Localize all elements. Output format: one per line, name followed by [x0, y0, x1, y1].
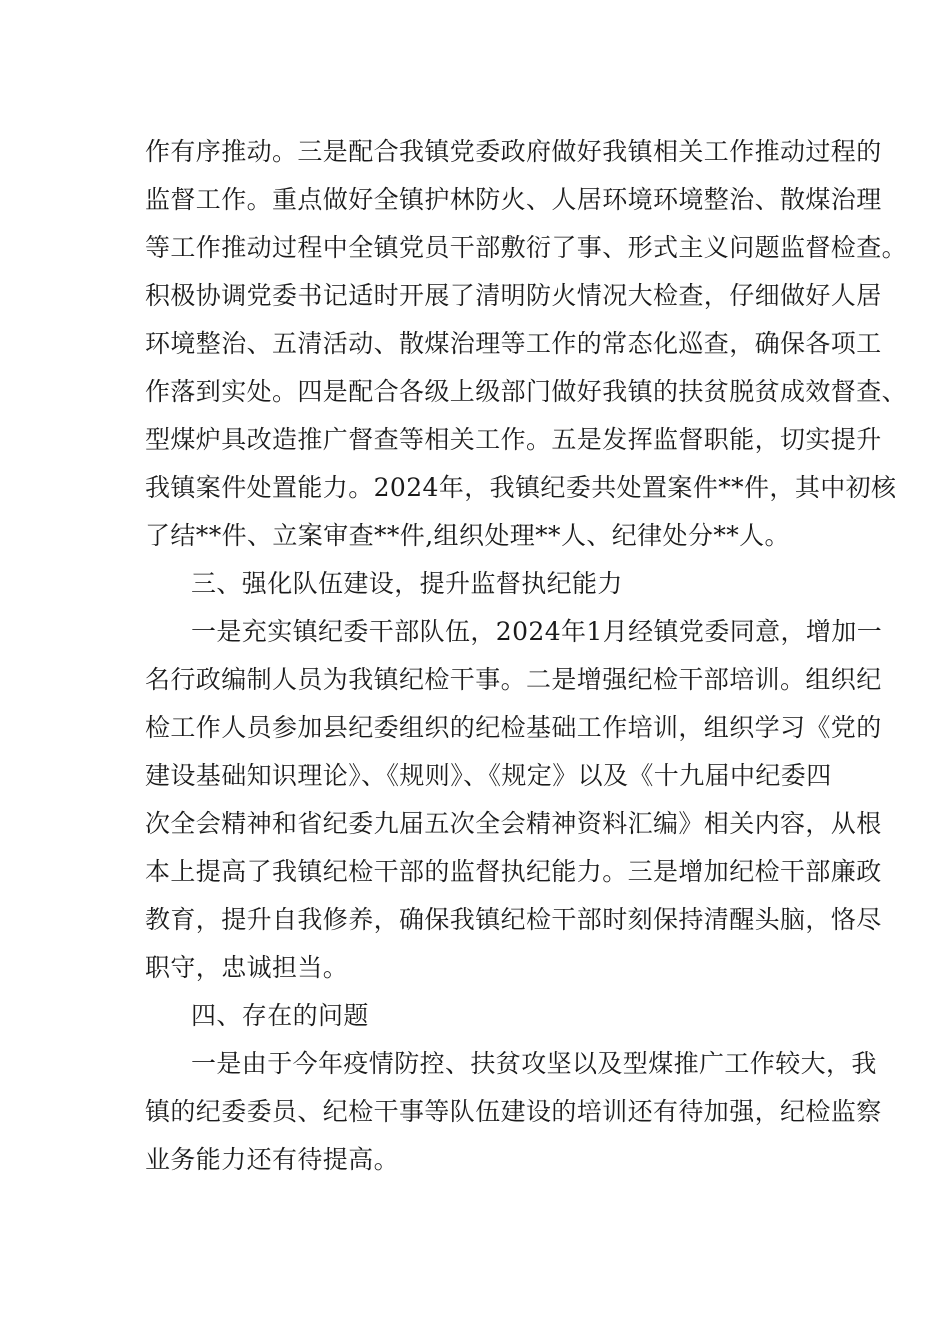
text-line: 作有序推动。三是配合我镇党委政府做好我镇相关工作推动过程的 — [145, 137, 882, 166]
document-body — [145, 128, 908, 1184]
text-line: 本上提高了我镇纪检干部的监督执纪能力。三是增加纪检干部廉政 — [145, 857, 882, 886]
text-line: 了结**件、立案审查**件,组织处理**人、纪律处分**人。 — [145, 521, 790, 550]
text-line: 教育，提升自我修养，确保我镇纪检干部时刻保持清醒头脑，恪尽 — [145, 905, 882, 934]
text-line: 业务能力还有待提高。 — [145, 1145, 400, 1174]
section-heading: 三、强化队伍建设，提升监督执纪能力 — [191, 569, 623, 598]
text-line: 等工作推动过程中全镇党员干部敷衍了事、形式主义问题监督检查。 — [145, 233, 908, 262]
text-line: 次全会精神和省纪委九届五次全会精神资料汇编》相关内容，从根 — [145, 809, 882, 838]
text-line: 积极协调党委书记适时开展了清明防火情况大检查，仔细做好人居 — [145, 281, 882, 310]
section-heading: 四、存在的问题 — [191, 1001, 369, 1030]
text-line: 名行政编制人员为我镇纪检干事。二是增强纪检干部培训。组织纪 — [145, 665, 882, 694]
paragraph-start-line: 一是充实镇纪委干部队伍，2024年1月经镇党委同意，增加一 — [191, 617, 883, 646]
text-line: 检工作人员参加县纪委组织的纪检基础工作培训，组织学习《党的 — [145, 713, 882, 742]
text-line: 型煤炉具改造推广督查等相关工作。五是发挥监督职能，切实提升 — [145, 425, 882, 454]
text-line: 监督工作。重点做好全镇护林防火、人居环境环境整治、散煤治理 — [145, 185, 882, 214]
text-line: 镇的纪委委员、纪检干事等队伍建设的培训还有待加强，纪检监察 — [145, 1097, 882, 1126]
paragraph-start-line: 一是由于今年疫情防控、扶贫攻坚以及型煤推广工作较大，我 — [191, 1049, 877, 1078]
text-line: 建设基础知识理论》、《规则》、《规定》以及《十九届中纪委四 — [145, 761, 832, 790]
text-line: 职守，忠诚担当。 — [145, 953, 349, 982]
text-line: 我镇案件处置能力。2024年，我镇纪委共处置案件**件，其中初核 — [145, 473, 897, 502]
text-line: 作落到实处。四是配合各级上级部门做好我镇的扶贫脱贫成效督查、 — [145, 377, 908, 406]
text-line: 环境整治、五清活动、散煤治理等工作的常态化巡查，确保各项工 — [145, 329, 882, 358]
